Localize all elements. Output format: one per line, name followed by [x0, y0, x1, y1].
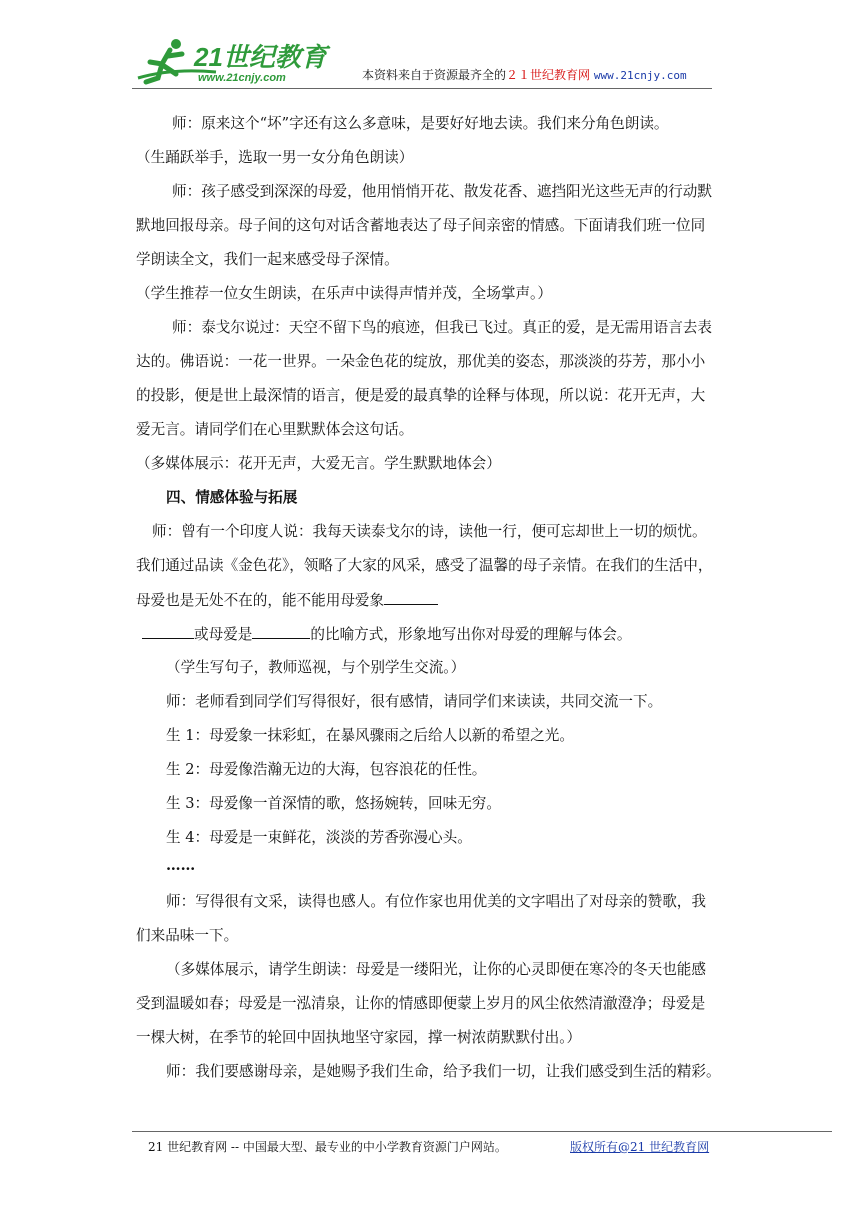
- site-logo: [132, 34, 342, 86]
- header-note-prefix: 本资料来自于资源最齐全的: [362, 68, 507, 82]
- fill-blank: [252, 624, 310, 639]
- section-heading: 四、情感体验与拓展: [166, 489, 298, 506]
- logo-graphic: [132, 34, 342, 86]
- paragraph: 学朗读全文，我们一起来感受母子深情。: [136, 251, 399, 268]
- paragraph: [136, 590, 736, 611]
- header-note: [362, 66, 687, 83]
- paragraph-text: 的比喻方式，形象地写出你对母爱的理解与体会。: [310, 626, 632, 643]
- ellipsis: ……: [166, 857, 196, 874]
- paragraph: 师：写得很有文采，读得也感人。有位作家也用优美的文字唱出了对母亲的赞歌，我: [166, 893, 706, 910]
- paragraph: 师：泰戈尔说过：天空不留下鸟的痕迹，但我已飞过。真正的爱，是无需用语言去表: [172, 319, 712, 336]
- paragraph: 一棵大树，在季节的轮回中固执地坚守家园，撑一树浓荫默默付出。）: [136, 1029, 582, 1046]
- paragraph: （多媒体展示，请学生朗读：母爱是一缕阳光，让你的心灵即便在寒冷的冬天也能感: [166, 961, 706, 978]
- logo-url: www.21cnjy.com: [198, 72, 286, 84]
- paragraph: （学生写句子，教师巡视，与个别学生交流。）: [166, 659, 466, 676]
- copyright-link[interactable]: 版权所有@21 世纪教育网: [570, 1140, 710, 1154]
- student-line: 生 3：母爱像一首深情的歌，悠扬婉转，回味无穷。: [166, 795, 501, 812]
- paragraph-text: 母爱也是无处不在的，能不能用母爱象: [136, 592, 385, 609]
- fill-blank: [142, 624, 194, 639]
- footer-divider: [132, 1131, 832, 1132]
- header-url-link[interactable]: www.21cnjy.com: [593, 69, 687, 82]
- paragraph-text: 或母爱是: [194, 626, 253, 643]
- paragraph: 达的。佛语说：一花一世界。一朵金色花的绽放，那优美的姿态，那淡淡的芬芳，那小小: [136, 353, 706, 370]
- paragraph: 默地回报母亲。母子间的这句对话含蓄地表达了母子间亲密的情感。下面请我们班一位同: [136, 217, 706, 234]
- paragraph: 们来品味一下。: [136, 927, 239, 944]
- header-divider: [132, 88, 712, 89]
- paragraph: （学生推荐一位女生朗读，在乐声中读得声情并茂，全场掌声。）: [136, 285, 552, 302]
- header-site-link[interactable]: ２１世纪教育网: [506, 68, 591, 82]
- paragraph: （多媒体展示：花开无声，大爱无言。学生默默地体会）: [136, 455, 501, 472]
- paragraph: 我们通过品读《金色花》，领略了大家的风采，感受了温馨的母子亲情。在我们的生活中，: [136, 557, 713, 574]
- paragraph: 师：老师看到同学们写得很好，很有感情，请同学们来读读，共同交流一下。: [166, 693, 663, 710]
- paragraph: （生踊跃举手，选取一男一女分角色朗读）: [136, 149, 414, 166]
- paragraph: [142, 624, 742, 645]
- student-line: 生 2：母爱像浩瀚无边的大海，包容浪花的任性。: [166, 761, 487, 778]
- paragraph: 爱无言。请同学们在心里默默体会这句话。: [136, 421, 414, 438]
- paragraph: 的投影，便是世上最深情的语言，便是爱的最真挚的诠释与体现，所以说：花开无声，大: [136, 387, 706, 404]
- paragraph: 师：孩子感受到深深的母爱，他用悄悄开花、散发花香、遮挡阳光这些无声的行动默: [172, 183, 712, 200]
- student-line: 生 1：母爱象一抹彩虹，在暴风骤雨之后给人以新的希望之光。: [166, 727, 574, 744]
- paragraph: 师：我们要感谢母亲，是她赐予我们生命，给予我们一切，让我们感受到生活的精彩。: [166, 1063, 721, 1080]
- student-line: 生 4：母爱是一束鲜花，淡淡的芳香弥漫心头。: [166, 829, 472, 846]
- logo-text: 21世纪教育: [194, 42, 327, 72]
- paragraph: 师：曾有一个印度人说：我每天读泰戈尔的诗，读他一行，便可忘却世上一切的烦忧。: [152, 523, 707, 540]
- paragraph: 师：原来这个“坏”字还有这么多意味，是要好好地去读。我们来分角色朗读。: [172, 115, 669, 132]
- paragraph: 受到温暖如春；母爱是一泓清泉，让你的情感即便蒙上岁月的风尘依然清澈澄净；母爱是: [136, 995, 706, 1012]
- footer-text: 21 世纪教育网 -- 中国最大型、最专业的中小学教育资源门户网站。: [148, 1140, 507, 1154]
- fill-blank: [384, 590, 438, 605]
